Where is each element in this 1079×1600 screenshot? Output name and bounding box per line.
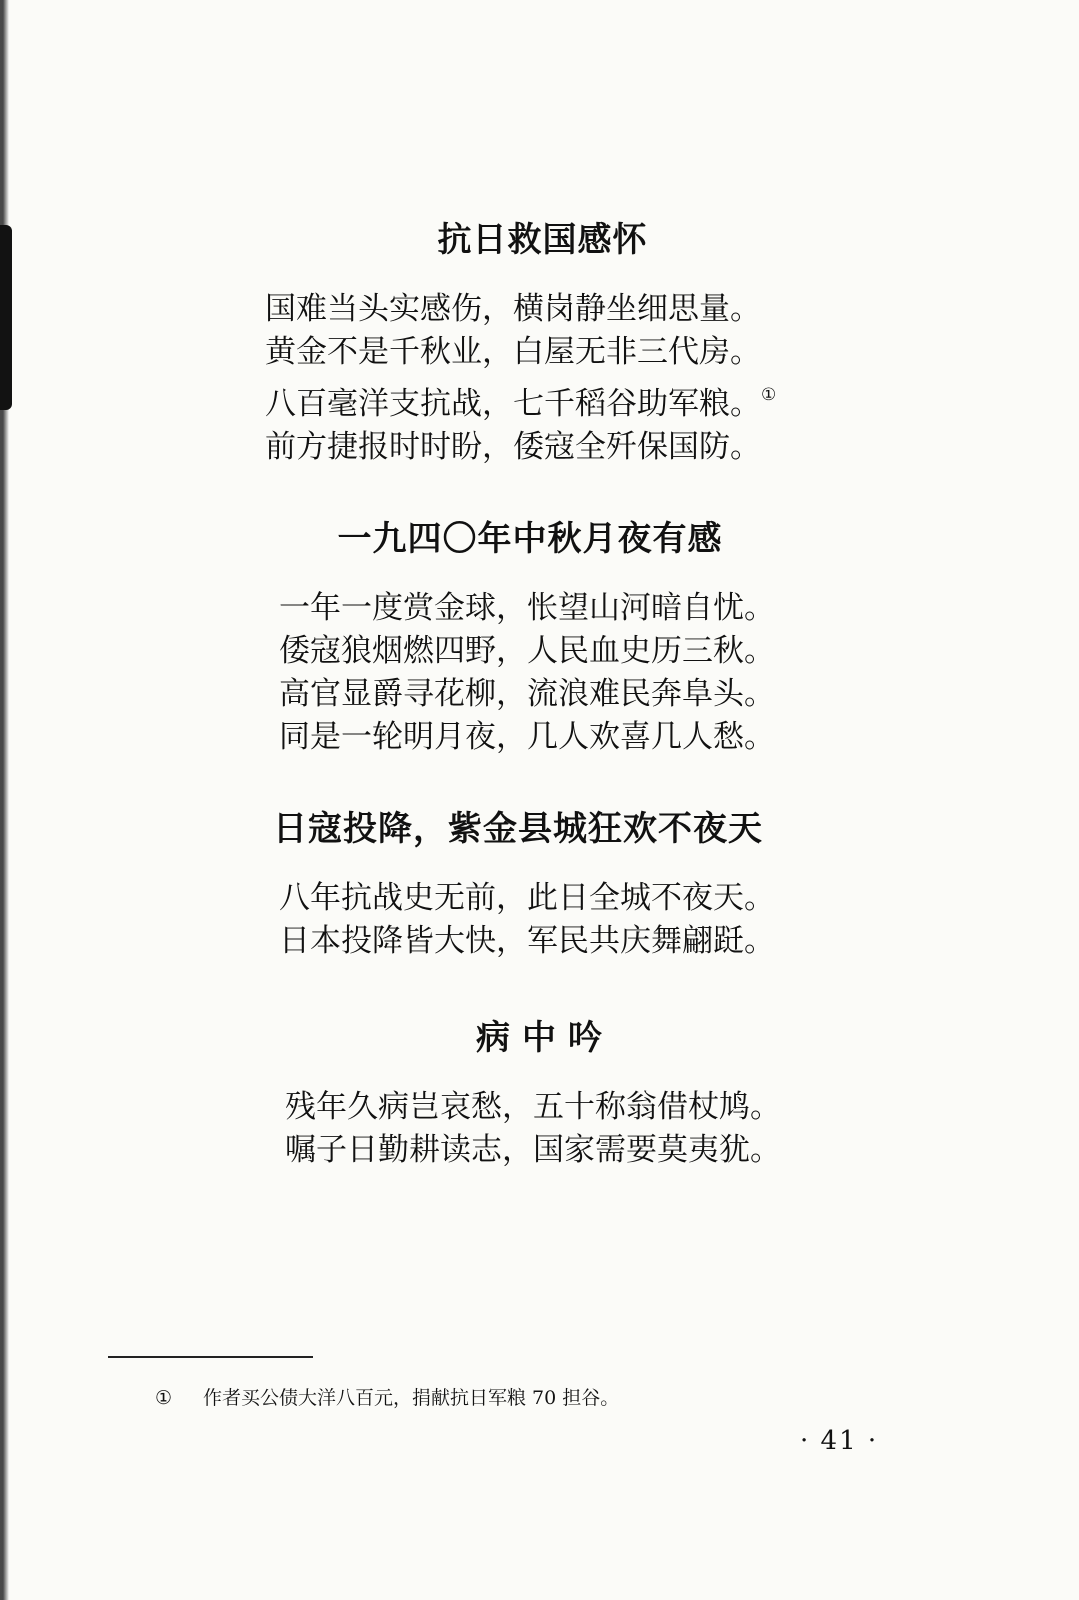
poem-line: 残年久病岂哀愁，五十称翁借杖鸠。 xyxy=(285,1089,781,1125)
poem-line: 高官显爵寻花柳，流浪难民奔阜头。 xyxy=(279,676,775,712)
poem-line: 同是一轮明月夜，几人欢喜几人愁。 xyxy=(279,719,775,755)
poem-line: 前方捷报时时盼，倭寇全歼保国防。 xyxy=(265,429,761,465)
poem-3 xyxy=(265,799,785,963)
poem-line: 国难当头实感伤，横岗静坐细思量。 xyxy=(265,291,761,327)
poem-collection xyxy=(265,210,785,1172)
footnote-marker: ① xyxy=(761,385,777,405)
poem-line: 八年抗战史无前，此日全城不夜天。 xyxy=(279,880,775,916)
poem-line: 日本投降皆大快，军民共庆舞翩跹。 xyxy=(279,923,775,959)
footnote-number: ① xyxy=(155,1387,173,1409)
poem-title: 一九四〇年中秋月夜有感 xyxy=(337,519,723,559)
page-number: · 41 · xyxy=(800,1426,879,1456)
poem-4 xyxy=(265,1008,785,1172)
poem-2 xyxy=(265,509,785,759)
poem-1 xyxy=(265,210,785,469)
poem-line-text: 八百毫洋支抗战，七千稻谷助军粮。 xyxy=(265,386,761,422)
poem-line: 嘱子日勤耕读志，国家需要莫夷犹。 xyxy=(285,1132,781,1168)
footnote-divider xyxy=(108,1356,313,1358)
footnote xyxy=(155,1385,619,1411)
poem-line: 一年一度赏金球，怅望山河暗自忧。 xyxy=(279,590,775,626)
poem-title: 日寇投降，紫金县城狂欢不夜天 xyxy=(273,809,763,849)
poem-line-with-footnote xyxy=(265,374,785,426)
scan-shadow xyxy=(0,225,12,410)
poem-line: 倭寇狼烟燃四野，人民血史历三秋。 xyxy=(279,633,775,669)
poem-title: 病中吟 xyxy=(476,1018,614,1058)
poem-line: 黄金不是千秋业，白屋无非三代房。 xyxy=(265,334,761,370)
poem-title: 抗日救国感怀 xyxy=(437,220,648,260)
footnote-text: 作者买公债大洋八百元，捐献抗日军粮 70 担谷。 xyxy=(203,1387,620,1409)
